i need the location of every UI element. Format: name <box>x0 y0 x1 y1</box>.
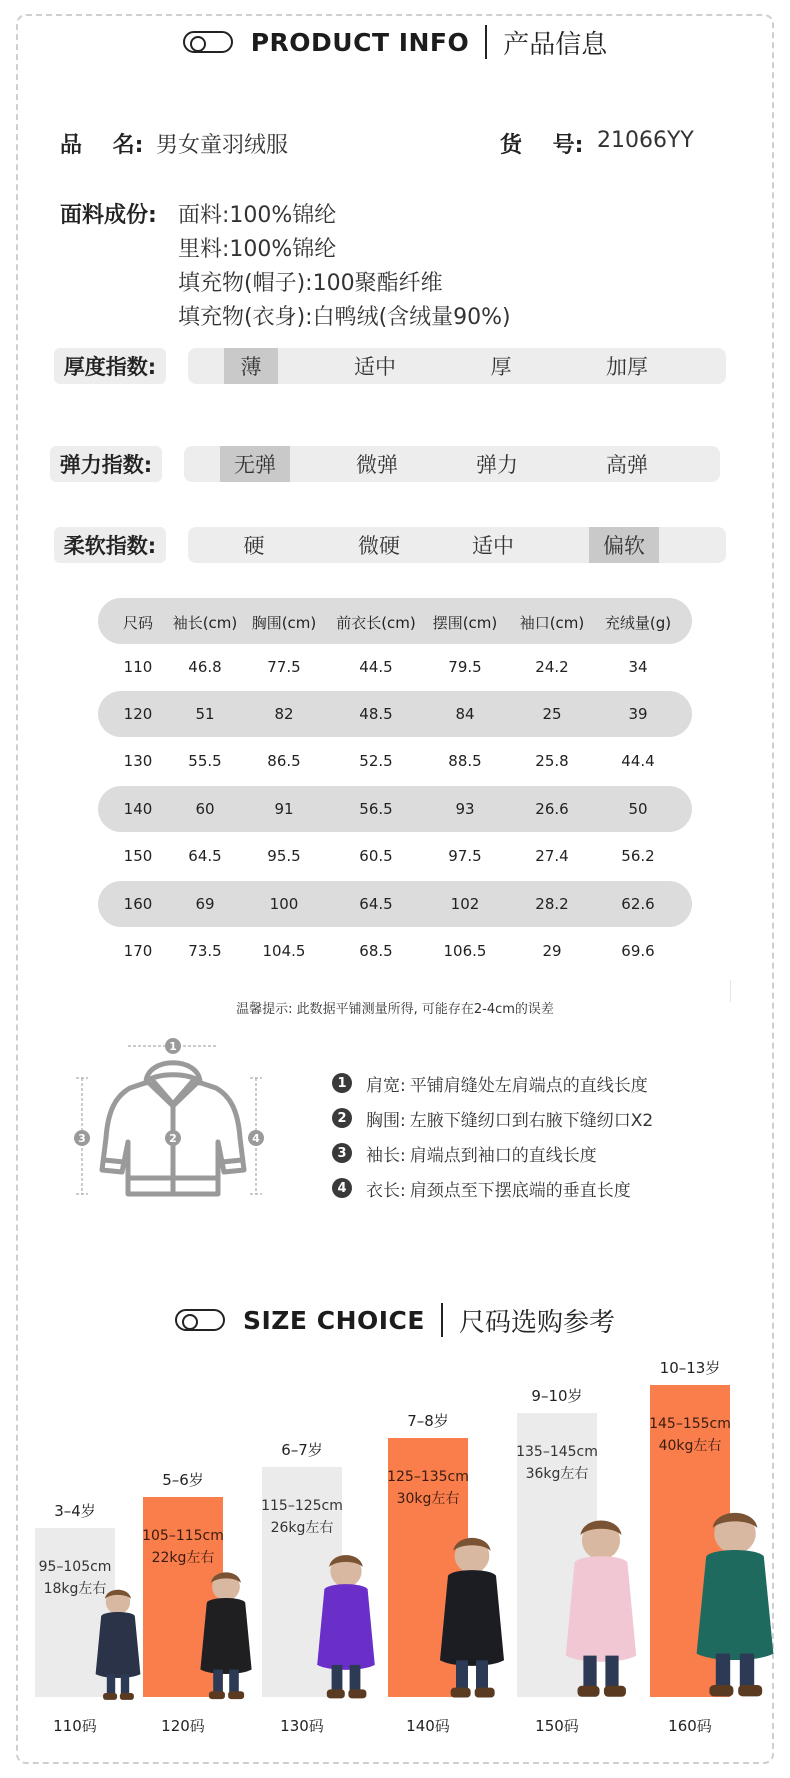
size-weight: 30kg左右 <box>396 1491 460 1507</box>
table-cell: 64.5 <box>359 895 393 913</box>
child-model-icon <box>687 1505 783 1705</box>
diagram-number: 1 <box>169 1040 177 1053</box>
measure-number: 1 <box>332 1073 352 1093</box>
table-cell: 160 <box>123 895 153 913</box>
size-height: 95–105cm <box>38 1559 112 1575</box>
table-cell: 150 <box>123 847 153 865</box>
size-height: 125–135cm <box>387 1469 469 1485</box>
measure-desc: 肩颈点至下摆底端的垂直长度 <box>409 1180 631 1201</box>
table-cell: 77.5 <box>267 658 301 676</box>
measure-number: 2 <box>332 1108 352 1128</box>
table-cell: 48.5 <box>359 705 393 723</box>
table-cell: 104.5 <box>262 942 306 960</box>
table-header-cell: 尺码 <box>122 614 153 632</box>
table-cell: 73.5 <box>188 942 222 960</box>
size-weight: 18kg左右 <box>43 1581 107 1597</box>
thickness-option: 厚 <box>490 355 512 379</box>
table-cell: 170 <box>123 942 153 960</box>
table-header-cell: 胸围(cm) <box>251 614 317 632</box>
thickness-option: 薄 <box>224 348 278 384</box>
diagram-number: 4 <box>252 1132 260 1145</box>
table-cell: 100 <box>269 895 299 913</box>
measure-desc: 左腋下缝纫口到右腋下缝纫口X2 <box>409 1110 654 1131</box>
title-divider <box>485 25 487 59</box>
size-choice-title-en: SIZE CHOICE <box>243 1305 425 1335</box>
measure-label: 衣长: <box>366 1180 406 1201</box>
softness-option: 适中 <box>472 534 514 558</box>
measure-item <box>332 1105 653 1131</box>
table-cell: 102 <box>450 895 480 913</box>
softness-option: 硬 <box>243 534 265 558</box>
table-cell: 88.5 <box>448 752 482 770</box>
child-model-icon <box>90 1585 146 1705</box>
softness-label: 柔软指数: <box>54 527 166 563</box>
table-cell: 39 <box>628 705 648 723</box>
table-cell: 55.5 <box>188 752 222 770</box>
table-cell: 44.4 <box>621 752 655 770</box>
table-cell: 106.5 <box>443 942 487 960</box>
size-column-text <box>254 1495 350 1539</box>
size-column-text <box>135 1525 231 1569</box>
size-choice-header <box>0 1295 790 1345</box>
size-age-label: 3–4岁 <box>54 1502 96 1520</box>
table-cell: 64.5 <box>188 847 222 865</box>
thickness-option: 适中 <box>354 355 396 379</box>
elasticity-option: 无弹 <box>220 446 290 482</box>
child-model-icon <box>194 1567 258 1705</box>
size-weight: 26kg左右 <box>270 1520 334 1536</box>
table-cell: 29 <box>542 942 562 960</box>
name-value: 男女童羽绒服 <box>156 133 289 158</box>
fabric-label: 面料成份: <box>60 203 157 228</box>
elasticity-option: 微弹 <box>356 453 398 477</box>
child-model-icon <box>310 1549 382 1705</box>
diagram-number: 2 <box>169 1132 177 1145</box>
toggle-icon <box>183 31 233 53</box>
table-cell: 93 <box>455 800 475 818</box>
size-weight: 22kg左右 <box>151 1550 215 1566</box>
measure-desc: 平铺肩缝处左肩端点的直线长度 <box>409 1075 648 1096</box>
product-info-title-cn: 产品信息 <box>503 29 608 60</box>
tip-divider <box>730 980 731 1002</box>
table-cell: 79.5 <box>448 658 482 676</box>
table-cell: 25 <box>542 705 562 723</box>
child-model-icon <box>432 1531 512 1705</box>
table-cell: 26.6 <box>535 800 569 818</box>
softness-option: 微硬 <box>358 534 400 558</box>
size-height: 105–115cm <box>142 1528 224 1544</box>
table-cell: 86.5 <box>267 752 301 770</box>
measure-item <box>332 1175 631 1201</box>
table-cell: 56.2 <box>621 847 655 865</box>
table-header-cell: 前衣长(cm) <box>336 614 416 632</box>
size-age-label: 7–8岁 <box>407 1412 449 1430</box>
size-code-label: 120码 <box>161 1717 205 1735</box>
elasticity-option: 弹力 <box>476 453 518 477</box>
size-code-label: 150码 <box>535 1717 579 1735</box>
fabric-line: 填充物(帽子):100聚酯纤维 <box>178 271 443 296</box>
table-cell: 56.5 <box>359 800 393 818</box>
measure-tip: 温馨提示: 此数据平铺测量所得, 可能存在2-4cm的误差 <box>236 1002 554 1017</box>
size-code-label: 160码 <box>668 1717 712 1735</box>
table-cell: 69.6 <box>621 942 655 960</box>
table-cell: 24.2 <box>535 658 569 676</box>
elasticity-option: 高弹 <box>606 453 648 477</box>
table-cell: 68.5 <box>359 942 393 960</box>
table-cell: 50 <box>628 800 648 818</box>
table-cell: 51 <box>195 705 215 723</box>
size-code-label: 110码 <box>53 1717 97 1735</box>
table-header-cell: 袖口(cm) <box>519 614 585 632</box>
size-column-text <box>642 1413 738 1457</box>
size-code-label: 140码 <box>406 1717 450 1735</box>
table-cell: 60.5 <box>359 847 393 865</box>
fabric-line: 面料:100%锦纶 <box>178 203 337 228</box>
size-weight: 36kg左右 <box>525 1466 589 1482</box>
table-cell: 60 <box>195 800 215 818</box>
size-code-label: 130码 <box>280 1717 324 1735</box>
measure-item <box>332 1140 597 1166</box>
table-cell: 52.5 <box>359 752 393 770</box>
size-height: 135–145cm <box>516 1444 598 1460</box>
toggle-icon <box>175 1309 225 1331</box>
table-cell: 44.5 <box>359 658 393 676</box>
size-age-label: 10–13岁 <box>659 1359 721 1377</box>
measure-label: 肩宽: <box>366 1075 406 1096</box>
table-header-cell: 摆围(cm) <box>432 614 498 632</box>
table-cell: 140 <box>123 800 153 818</box>
product-info-header <box>0 17 790 67</box>
table-header-cell: 充绒量(g) <box>604 614 672 632</box>
size-height: 145–155cm <box>649 1416 731 1432</box>
table-cell: 25.8 <box>535 752 569 770</box>
measure-item <box>332 1070 648 1096</box>
size-height: 115–125cm <box>261 1498 343 1514</box>
diagram-number: 3 <box>78 1132 86 1145</box>
thickness-option: 加厚 <box>606 355 648 379</box>
jacket-diagram-icon <box>68 1038 278 1203</box>
table-cell: 28.2 <box>535 895 569 913</box>
size-column-text <box>380 1466 476 1510</box>
table-cell: 27.4 <box>535 847 569 865</box>
table-cell: 130 <box>123 752 153 770</box>
size-age-label: 6–7岁 <box>281 1441 323 1459</box>
measure-label: 袖长: <box>366 1145 406 1166</box>
table-cell: 110 <box>123 658 153 676</box>
size-column-text <box>509 1441 605 1485</box>
title-divider <box>441 1303 443 1337</box>
sku-label: 货 号: <box>500 133 584 158</box>
size-weight: 40kg左右 <box>658 1438 722 1454</box>
table-cell: 69 <box>195 895 215 913</box>
size-age-label: 5–6岁 <box>162 1471 204 1489</box>
table-cell: 97.5 <box>448 847 482 865</box>
measure-number: 3 <box>332 1143 352 1163</box>
measure-number: 4 <box>332 1178 352 1198</box>
measure-desc: 肩端点到袖口的直线长度 <box>409 1145 597 1166</box>
table-cell: 46.8 <box>188 658 222 676</box>
measure-label: 胸围: <box>366 1110 406 1131</box>
size-age-label: 9–10岁 <box>531 1387 583 1405</box>
fabric-line: 里料:100%锦纶 <box>178 237 337 262</box>
table-cell: 91 <box>274 800 294 818</box>
thickness-label: 厚度指数: <box>54 348 166 384</box>
product-info-title-en: PRODUCT INFO <box>250 27 470 57</box>
sku-value: 21066YY <box>597 128 694 153</box>
child-model-icon <box>557 1513 645 1705</box>
elasticity-label: 弹力指数: <box>50 446 162 482</box>
table-cell: 84 <box>455 705 475 723</box>
softness-option: 偏软 <box>589 527 659 563</box>
size-choice-title-cn: 尺码选购参考 <box>458 1307 615 1338</box>
table-cell: 34 <box>628 658 648 676</box>
table-cell: 62.6 <box>621 895 655 913</box>
table-cell: 120 <box>123 705 153 723</box>
name-label: 品 名: <box>60 133 144 158</box>
table-header-cell: 袖长(cm) <box>172 614 238 632</box>
table-cell: 95.5 <box>267 847 301 865</box>
fabric-line: 填充物(衣身):白鸭绒(含绒量90%) <box>178 305 511 330</box>
table-cell: 82 <box>274 705 294 723</box>
